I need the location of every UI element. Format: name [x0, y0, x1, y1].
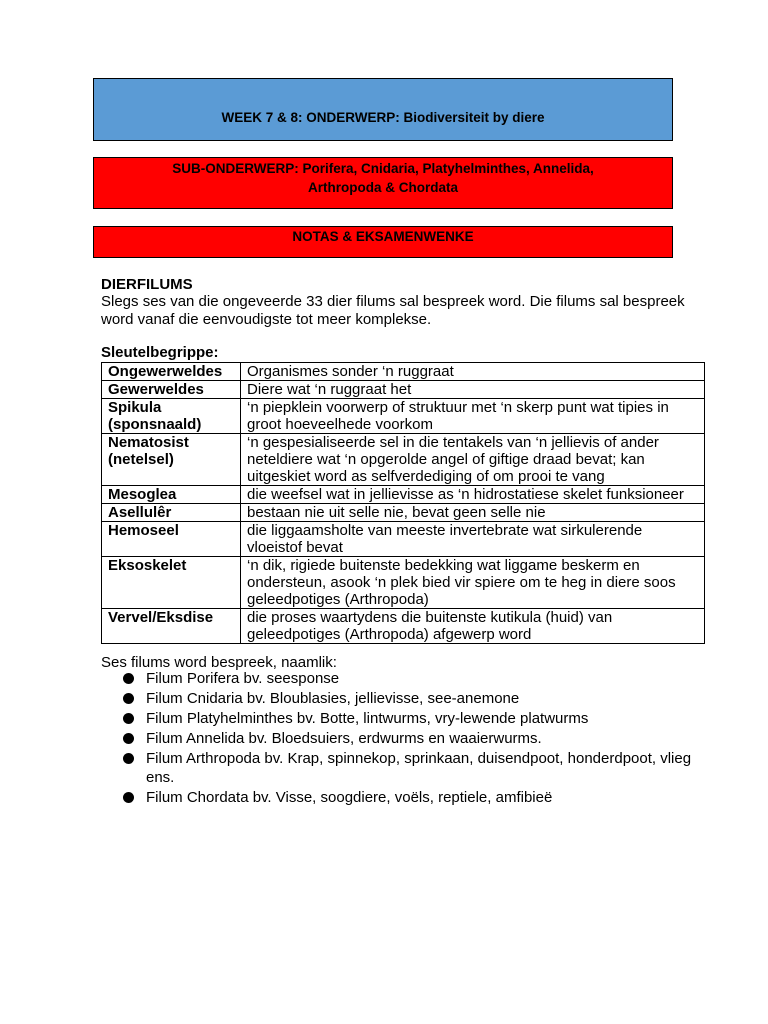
bullet-icon	[123, 693, 134, 704]
list-item	[101, 788, 701, 807]
list-item-text: Filum Porifera bv. seesponse	[146, 670, 340, 687]
table-row	[102, 486, 705, 504]
term-cell: Mesoglea	[102, 486, 241, 504]
sub-topic-line-1: SUB-ONDERWERP: Porifera, Cnidaria, Platyhelminthes, Annelida,	[172, 161, 594, 176]
bullet-icon	[123, 673, 134, 684]
term-cell: Eksoskelet	[102, 557, 241, 609]
definition-cell: die liggaamsholte van meeste invertebrate wat sirkulerende vloeistof bevat	[241, 522, 705, 557]
notes-title: NOTAS & EKSAMENWENKE	[292, 229, 474, 244]
sub-topic-line-2: Arthropoda & Chordata	[308, 180, 458, 195]
table-row	[102, 504, 705, 522]
list-item-text: Filum Annelida bv. Bloedsuiers, erdwurms en waaierwurms.	[146, 730, 542, 747]
definition-cell: ‘n piepklein voorwerp of struktuur met ‘n skerp punt wat tipies in groot hoeveelhede voorkom	[241, 399, 705, 434]
list-item-text: Filum Chordata bv. Visse, soogdiere, voëls, reptiele, amfibieë	[146, 789, 553, 806]
term-cell: Spikula (sponsnaald)	[102, 399, 241, 434]
sub-topic-banner	[93, 157, 673, 209]
list-item	[101, 729, 701, 748]
week-topic-title: WEEK 7 & 8: ONDERWERP: Biodiversiteit by diere	[221, 109, 545, 125]
section-intro: Slegs ses van die ongeveerde 33 dier filums sal bespreek word. Die filums sal bespreek word vanaf die eenvoudigste tot meer komplekse.	[101, 293, 685, 328]
bullet-icon	[123, 713, 134, 724]
key-terms-table	[101, 362, 705, 644]
list-item-text: Filum Cnidaria bv. Bloublasies, jellievisse, see-anemone	[146, 690, 520, 707]
bullet-icon	[123, 753, 134, 764]
term-cell: Gewerweldes	[102, 381, 241, 399]
term-cell: Hemoseel	[102, 522, 241, 557]
table-row	[102, 522, 705, 557]
term-cell: Nematosist (netelsel)	[102, 434, 241, 486]
term-cell: Vervel/Eksdise	[102, 609, 241, 644]
table-row	[102, 434, 705, 486]
list-item	[101, 749, 701, 787]
definition-cell: Diere wat ‘n ruggraat het	[241, 381, 705, 399]
table-row	[102, 399, 705, 434]
term-cell: Asellulêr	[102, 504, 241, 522]
definition-cell: ‘n gespesialiseerde sel in die tentakels van ‘n jellievis of ander neteldiere wat ‘n opgerolde angel of giftige draad bevat; kan uitgeskiet word as selfverdediging of om prooi te vang	[241, 434, 705, 486]
list-item-text: Filum Platyhelminthes bv. Botte, lintwurms, vry-lewende platwurms	[146, 710, 589, 727]
bullet-icon	[123, 792, 134, 803]
list-item	[101, 709, 701, 728]
definition-cell: die weefsel wat in jellievisse as ‘n hidrostatiese skelet funksioneer	[241, 486, 705, 504]
notes-banner	[93, 226, 673, 258]
definition-cell: bestaan nie uit selle nie, bevat geen selle nie	[241, 504, 705, 522]
table-row	[102, 557, 705, 609]
definition-cell: die proses waartydens die buitenste kutikula (huid) van geleedpotiges (Arthropoda) afgewerp word	[241, 609, 705, 644]
phyla-list	[101, 669, 701, 808]
bullet-icon	[123, 733, 134, 744]
definition-cell: Organismes sonder ‘n ruggraat	[241, 363, 705, 381]
list-item	[101, 689, 701, 708]
list-item-text: Filum Arthropoda bv. Krap, spinnekop, sprinkaan, duisendpoot, honderdpoot, vlieg ens.	[146, 750, 692, 786]
table-row	[102, 363, 705, 381]
key-terms-title: Sleutelbegrippe:	[101, 344, 219, 361]
week-topic-banner	[93, 78, 673, 141]
definition-cell: ‘n dik, rigiede buitenste bedekking wat liggame beskerm en ondersteun, asook ‘n plek bied vir spiere om te heg in diere soos geleedpotiges (Arthropoda)	[241, 557, 705, 609]
term-cell: Ongewerweldes	[102, 363, 241, 381]
table-row	[102, 609, 705, 644]
list-item	[101, 669, 701, 688]
section-title: DIERFILUMS	[101, 276, 193, 293]
table-row	[102, 381, 705, 399]
phyla-intro: Ses filums word bespreek, naamlik:	[101, 654, 337, 671]
